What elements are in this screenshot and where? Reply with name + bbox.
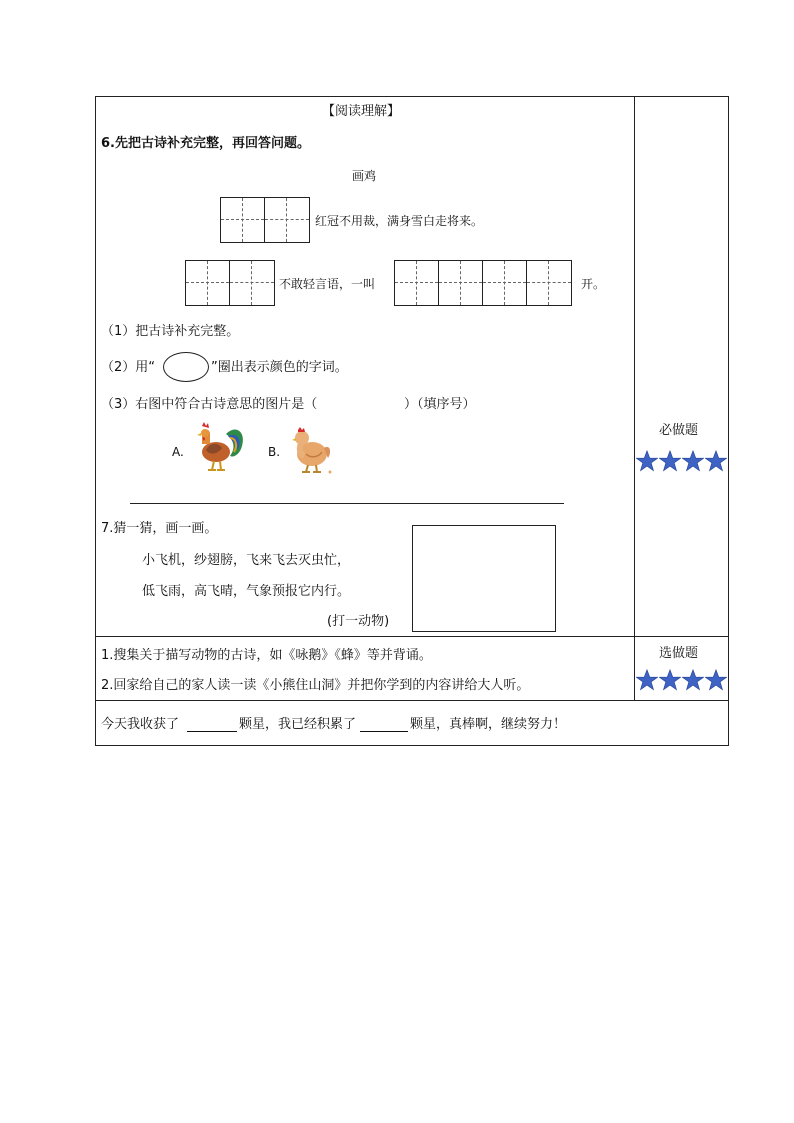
poem-line-2-middle: 不敢轻言语，一叫: [279, 277, 376, 291]
rooster-icon[interactable]: [192, 420, 246, 474]
star-icon: [636, 669, 658, 691]
drawing-box[interactable]: [412, 525, 556, 632]
question-6-heading: 6.先把古诗补充完整，再回答问题。: [101, 136, 310, 151]
poem-line-2-end: 开。: [581, 277, 606, 291]
sub-question-2-suffix: ”圈出表示颜色的字词。: [211, 360, 348, 375]
star-icon: [705, 669, 727, 691]
optional-item-2: 2.回家给自己的家人读一读《小熊住山洞》并把你学到的内容讲给大人听。: [101, 678, 530, 693]
poem-title: 画鸡: [352, 169, 377, 183]
column-divider: [634, 96, 635, 700]
poem-blank-grid-1[interactable]: [220, 197, 310, 243]
section-title: 【阅读理解】: [322, 104, 401, 119]
poem-blank-grid-3[interactable]: [394, 260, 572, 306]
optional-stars: [636, 669, 727, 691]
riddle-hint: (打一动物): [327, 614, 390, 629]
grid-cell[interactable]: [265, 198, 309, 242]
star-icon: [705, 450, 727, 472]
grid-cell[interactable]: [483, 261, 527, 305]
row-divider-2: [95, 700, 729, 701]
grid-cell[interactable]: [439, 261, 483, 305]
riddle-line-2: 低飞雨，高飞晴，气象预报它内行。: [142, 584, 351, 599]
grid-cell[interactable]: [221, 198, 265, 242]
star-icon: [659, 450, 681, 472]
summary-part-1: 今天我收获了: [101, 717, 180, 732]
optional-label: 选做题: [659, 646, 699, 661]
poem-line-1: 红冠不用裁，满身雪白走将来。: [315, 214, 484, 228]
sub-question-3: （3）右图中符合古诗意思的图片是（: [101, 397, 318, 412]
separator-line: [130, 503, 564, 504]
circle-example-icon: [163, 352, 209, 382]
star-icon: [636, 450, 658, 472]
poem-blank-grid-2[interactable]: [185, 260, 275, 306]
sub-question-3-end: ）（填序号）: [404, 397, 476, 412]
grid-cell[interactable]: [230, 261, 274, 305]
table-border-left: [95, 96, 96, 746]
star-icon: [659, 669, 681, 691]
grid-cell[interactable]: [186, 261, 230, 305]
row-divider-1: [95, 636, 729, 637]
riddle-line-1: 小飞机，纱翅膀，飞来飞去灭虫忙，: [142, 553, 351, 568]
accumulated-stars-blank[interactable]: [360, 717, 408, 732]
option-b-label: B.: [268, 445, 281, 459]
question-7-heading: 7.猜一猜，画一画。: [101, 521, 218, 536]
earned-stars-blank[interactable]: [187, 717, 237, 732]
grid-cell[interactable]: [527, 261, 571, 305]
optional-item-1: 1.搜集关于描写动物的古诗，如《咏鹅》《蜂》等并背诵。: [101, 648, 432, 663]
grid-cell[interactable]: [395, 261, 439, 305]
star-icon: [682, 669, 704, 691]
table-border-bottom: [95, 745, 729, 746]
sub-question-1: （1）把古诗补充完整。: [101, 324, 240, 339]
star-icon: [682, 450, 704, 472]
option-a-label: A.: [172, 445, 184, 459]
hen-icon[interactable]: [290, 424, 334, 476]
summary-part-3: 颗星，真棒啊，继续努力！: [410, 717, 567, 732]
summary-part-2: 颗星，我已经积累了: [239, 717, 357, 732]
sub-question-2-prefix: （2）用“: [101, 360, 156, 375]
required-label: 必做题: [659, 423, 699, 438]
required-stars: [636, 450, 727, 472]
table-border-right: [728, 96, 729, 746]
